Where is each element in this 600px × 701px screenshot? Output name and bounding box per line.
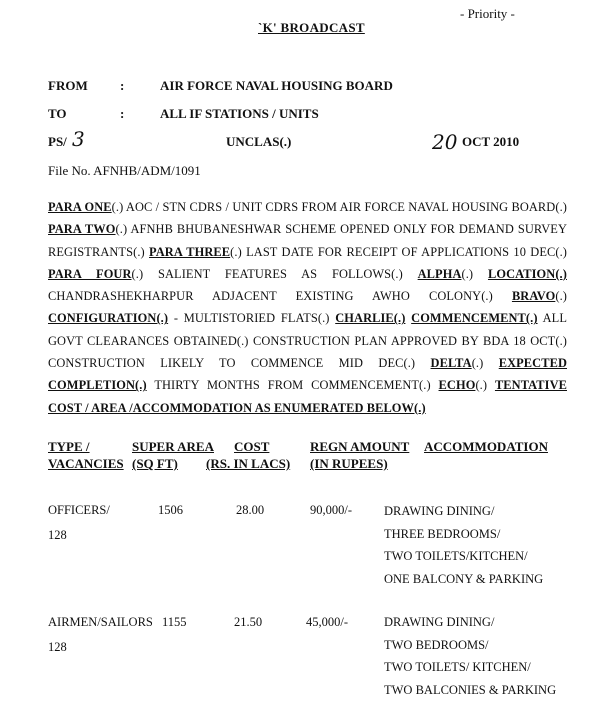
date-month-year: OCT 2010 (462, 134, 520, 149)
ps-number-handwritten: 3 (72, 127, 85, 151)
para-text: (.) AFNHB BHUBANESHWAR SCHEME OPENED ONLY FOR DEMAND SURVEY REGISTRANTS(.) (48, 222, 567, 259)
row-officers-accommodation: DRAWING DINING/ THREE BEDROOMS/ TWO TOILETS/KITCHEN/ ONE BALCONY & PARKING (384, 504, 544, 586)
to-value: ALL IF STATIONS / UNITS (160, 106, 319, 121)
from-label: FROM (48, 78, 88, 93)
to-label: TO (48, 106, 67, 121)
header-super-area: SUPER AREA (SQ FT) (132, 439, 214, 471)
ps-label: PS/ (48, 134, 67, 149)
document-title: `K' BROADCAST (258, 20, 365, 35)
para-text: (.) AOC / STN CDRS / UNIT CDRS FROM AIR FORCE NAVAL HOUSING BOARD(.) (111, 200, 567, 214)
row-officers-area: 1506 (158, 503, 183, 517)
from-value: AIR FORCE NAVAL HOUSING BOARD (160, 78, 393, 93)
para-text: CHANDRASHEKHARPUR ADJACENT EXISTING AWHO COLONY(.) (48, 289, 512, 304)
para-label: PARA TWO (48, 222, 116, 237)
row-officers-type: OFFICERS/ (48, 503, 110, 517)
para-label: PARA ONE (48, 200, 112, 214)
para-text: - MULTISTORIED FLATS(.) (168, 311, 336, 326)
para-label: TENTATIVE COST / AREA /ACCOMMODATION AS ENUMERATED BELOW(.) (48, 378, 567, 415)
para-text: (.) (475, 378, 495, 393)
para-text: ALL GOVT CLEARANCES OBTAINED(.) CONSTRUCTION PLAN APPROVED BY BDA 18 OCT(.) CONSTRUCTION LIKELY TO COMMENCE MID DEC(.) (48, 311, 567, 371)
para-label: EXPECTED COMPLETION(.) (48, 356, 567, 393)
para-text: THIRTY MONTHS FROM COMMENCEMENT(.) (146, 378, 439, 393)
para-text: (.) LAST DATE FOR RECEIPT OF APPLICATIONS 10 DEC(.) (230, 244, 568, 259)
para-label: DELTA (430, 356, 472, 371)
to-colon: : (120, 106, 125, 121)
row-officers-vacancies: 128 (48, 528, 67, 542)
row-officers-regn: 90,000/- (310, 503, 353, 517)
row-airmen-area: 1155 (162, 615, 187, 629)
para-text: (.) SALIENT FEATURES AS FOLLOWS(.) (131, 266, 418, 281)
message-body (48, 196, 567, 419)
header-cost: COST (RS. IN LACS) (206, 439, 291, 471)
from-colon: : (120, 78, 125, 93)
para-label: CONFIGURATION(.) (48, 311, 169, 326)
header-regn-amount: REGN AMOUNT (IN RUPEES) (310, 439, 410, 471)
row-airmen-cost: 21.50 (234, 615, 263, 629)
para-label: PARA FOUR (48, 266, 132, 281)
file-number: File No. AFNHB/ADM/1091 (48, 163, 201, 178)
row-airmen-type: AIRMEN/SAILORS (48, 615, 153, 629)
date-day-handwritten: 20 (432, 130, 458, 154)
para-label: ALPHA (417, 266, 462, 281)
row-airmen-accommodation: DRAWING DINING/ TWO BEDROOMS/ TWO TOILETS/ KITCHEN/ TWO BALCONIES & PARKING (384, 615, 557, 697)
para-label: PARA THREE (149, 244, 231, 259)
para-label: COMMENCEMENT(.) (411, 311, 538, 326)
para-label: CHARLIE(.) (335, 311, 406, 326)
para-text: (.) (461, 266, 488, 281)
para-text: (.) (471, 356, 499, 371)
header-type: TYPE / VACANCIES (48, 439, 124, 471)
row-airmen-regn: 45,000/- (306, 615, 349, 629)
header-accommodation: ACCOMMODATION (424, 439, 548, 454)
priority-marking: - Priority - (460, 6, 515, 21)
para-text: (.) (555, 289, 567, 304)
para-label: BRAVO (511, 289, 556, 304)
para-label: ECHO (438, 378, 476, 393)
row-officers-cost: 28.00 (236, 503, 265, 517)
classification: UNCLAS(.) (226, 134, 292, 149)
row-airmen-vacancies: 128 (48, 640, 67, 654)
para-label: LOCATION(.) (487, 266, 567, 281)
